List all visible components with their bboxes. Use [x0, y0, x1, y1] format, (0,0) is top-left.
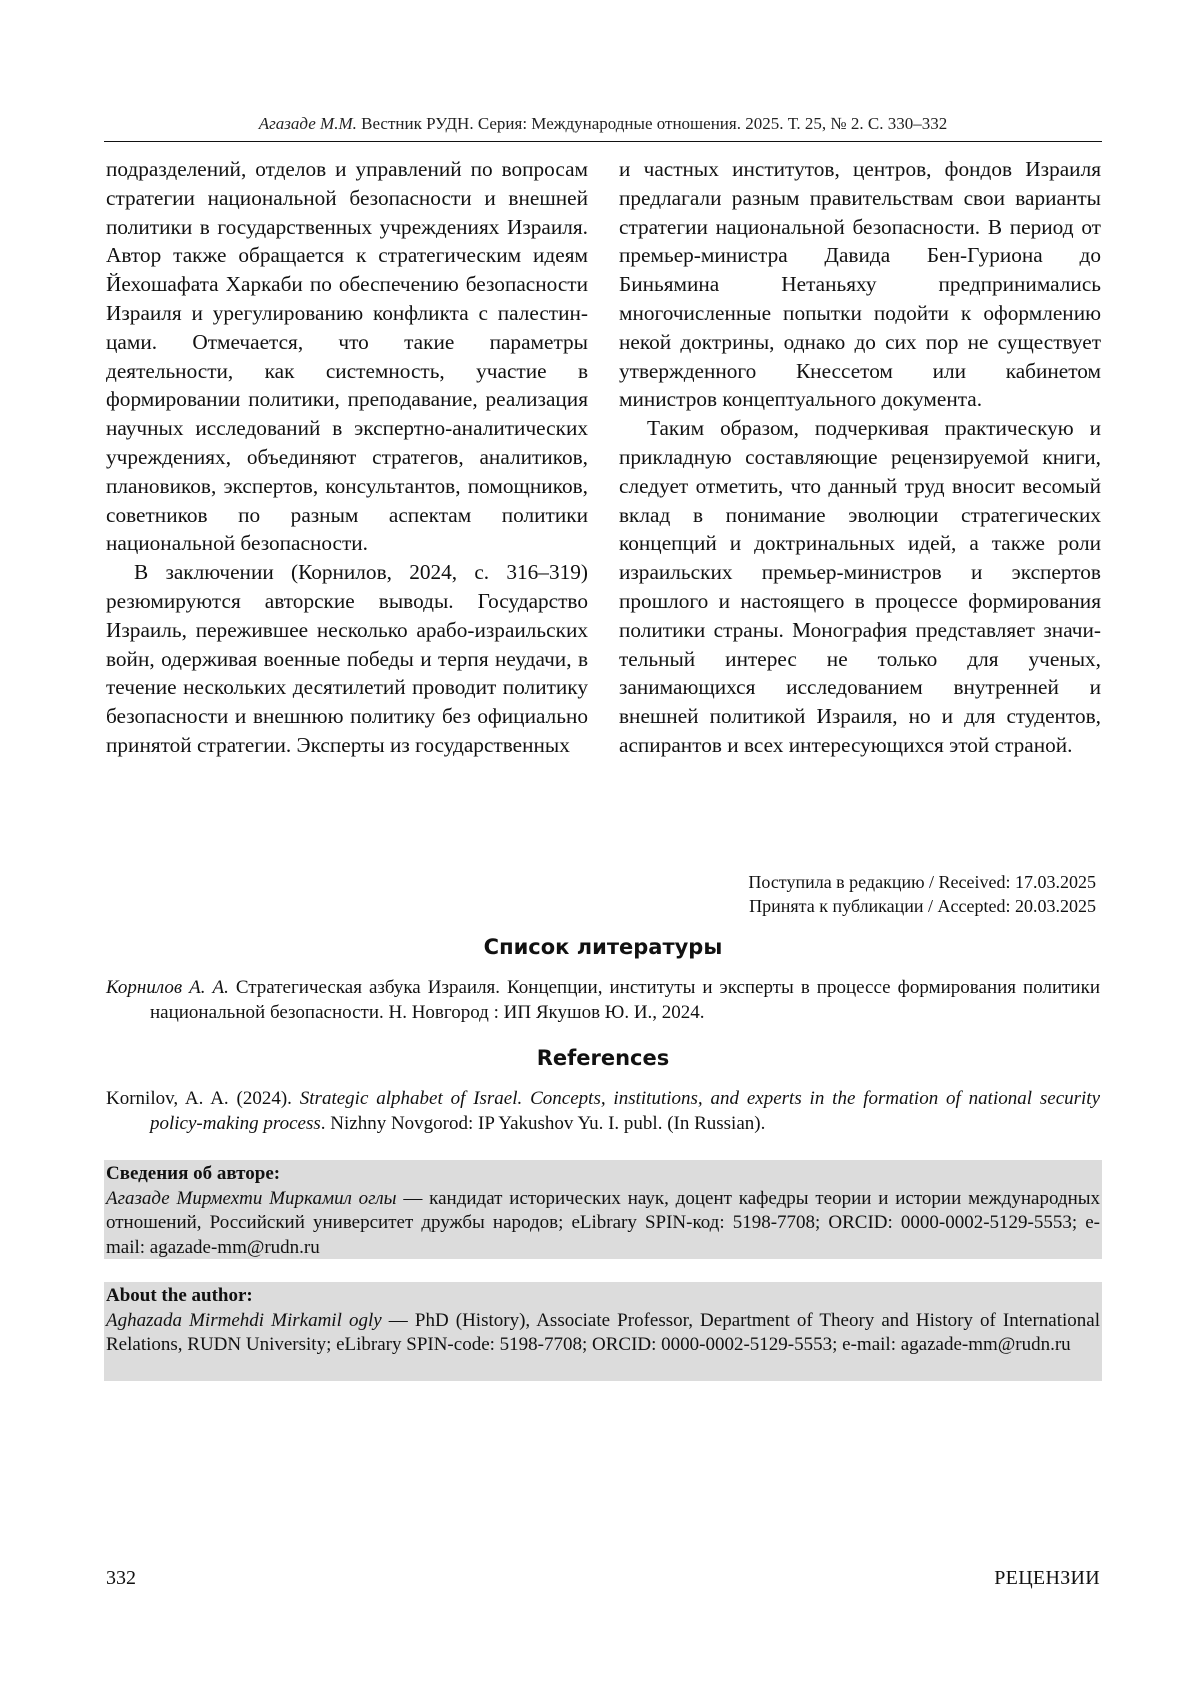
submission-dates — [560, 870, 1096, 918]
reference-en-title: Strategic alphabet of Israel. Concepts, institutions, and experts in the formation of national security policy-making process — [150, 1088, 1100, 1134]
reference-en-author: Kornilov, A. A. (2024). — [106, 1088, 300, 1109]
references-ru-title: Список литературы — [104, 935, 1102, 959]
author-info-ru — [104, 1160, 1102, 1259]
body-paragraph: и частных институтов, центров, фондов Изра­иля предлагали разным правительствам свои варианты стратегии национальной безопасно­сти. В период от премьер-министра Давида Бен-Гуриона до Биньямина Нетаньяху пред­принимались многочисленные попытки по­дойти к оформлению некой доктрины, однако до сих пор не существует утвержденного Кнессетом или кабинетом министров концеп­туального документа. — [619, 155, 1101, 414]
reference-ru-text: Стратегическая азбука Израиля. Концепции, институты и эксперты в процессе формирования политики национальной безопасности. Н. Новгород : ИП Якушов Ю. И., 2024. — [150, 977, 1100, 1023]
body-paragraph: подразделений, отделов и управлений по во­просам стратегии национальной безопасности и внешней политики в государственных учреждениях Израиля. Автор также обраща­ется к стратегическим идеям Йехошафата Харкаби по обеспечению безопасности Изра­иля и урегулированию конфликта с палестин­цами. Отмечается, что такие параметры деятельности, как системность, участие в формировании политики, преподавание, реализация научных исследований в эксперт­но-аналитических учреждениях, объединяют стратегов, аналитиков, плановиков, экспер­тов, консультантов, помощников, советников по разным аспектам политики национальной безопасности. — [106, 155, 588, 558]
author-ru-name: Агазаде Мирмехти Миркамил оглы — [106, 1188, 397, 1209]
body-column-right — [619, 155, 1101, 760]
accepted-date: Принята к публикации / Accepted: 20.03.2025 — [560, 894, 1096, 918]
body-paragraph: Таким образом, подчеркивая практическую и прикладную составляющие рецензируемой книги, следует отметить, что данный труд вносит весомый вклад в понимание эволюции стратегических концепций и доктринальных идей, а также роли израильских премьер-министров и экспертов прошлого и настояще­го в процессе формирования политики страны. Монография представляет значи­тельный интерес не только для ученых, занимающихся исследованием внутренней и внешней политикой Израиля, но и для сту­дентов, аспирантов и всех интересующихся этой страной. — [619, 414, 1101, 760]
author-info-en-heading: About the author: — [106, 1284, 1100, 1309]
author-ru-details: — кандидат исторических наук, доцент кафедры теории и истории международных отношений, Российский университет дружбы народов; eLibrary SPIN-код: 5198-7708; ORCID: 0000-0002-5129-5553; e-mail: agazade-mm@rudn.ru — [106, 1188, 1100, 1258]
references-en-title: References — [104, 1046, 1102, 1070]
reference-ru-author: Корнилов А. А. — [106, 977, 229, 998]
header-divider — [104, 141, 1102, 142]
running-header — [104, 114, 1102, 134]
reference-en-entry — [106, 1086, 1100, 1136]
header-author: Агазаде М.М. — [259, 114, 357, 133]
received-date: Поступила в редакцию / Received: 17.03.2025 — [560, 870, 1096, 894]
section-name: РЕЦЕНЗИИ — [994, 1567, 1100, 1590]
author-en-name: Aghazada Mirmehdi Mirkamil ogly — [106, 1310, 382, 1331]
author-info-ru-heading: Сведения об авторе: — [106, 1162, 1100, 1187]
body-column-left — [106, 155, 588, 760]
body-paragraph: В заключении (Корнилов, 2024, с. 316–319) резюмируются авторские выводы. Государ­ство Израиль, пережившее несколько арабо-израильских войн, одерживая военные побе­ды и терпя неудачи, в течение нескольких десятилетий проводит политику безопасности и внешнюю политику без официально приня­той стратегии. Эксперты из государственных — [106, 558, 588, 760]
page-number: 332 — [106, 1567, 136, 1590]
header-journal: Вестник РУДН. Серия: Международные отношения. 2025. Т. 25, № 2. С. 330–332 — [361, 114, 947, 133]
reference-ru-entry — [106, 975, 1100, 1025]
author-info-en — [104, 1282, 1102, 1381]
reference-en-rest: . Nizhny Novgorod: IP Yakushov Yu. I. publ. (In Russian). — [321, 1113, 766, 1134]
author-en-details: — PhD (History), Associate Professor, Department of Theory and History of International Relations, RUDN University; eLibrary SPIN-code: 5198-7708; ORCID: 0000-0002-5129-5553; e-mail: agazade-mm@rudn.ru — [106, 1310, 1100, 1356]
